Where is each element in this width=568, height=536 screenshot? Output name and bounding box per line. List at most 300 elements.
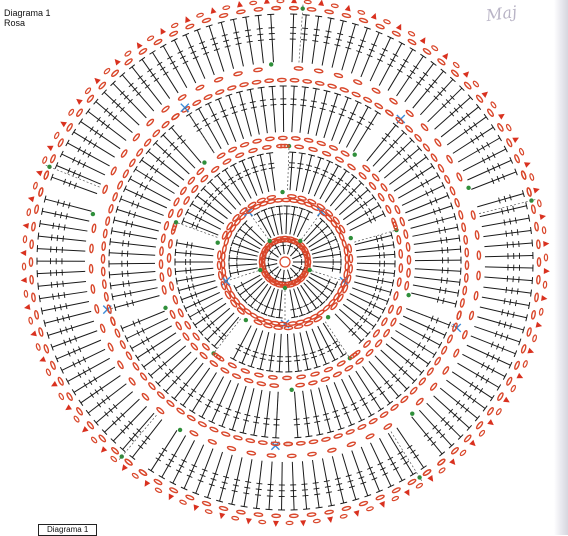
chain-oval	[537, 200, 542, 207]
picot-triangle	[345, 4, 352, 11]
dc-bar	[206, 314, 209, 319]
dc-top	[238, 292, 242, 298]
dc-bar	[258, 302, 263, 305]
dc-bar	[506, 231, 507, 237]
chain-oval	[252, 80, 261, 84]
chain-oval	[155, 487, 162, 493]
chain-oval	[381, 317, 388, 326]
chain-oval	[254, 373, 263, 378]
dc-stitch	[397, 428, 424, 468]
picot-triangle	[442, 51, 450, 59]
dc-bar	[407, 75, 412, 78]
dc-stitch	[308, 89, 316, 134]
dc-stitch	[303, 391, 309, 437]
dc-stitch	[322, 18, 331, 65]
dc-stitch	[232, 243, 258, 253]
dc-stitch	[113, 83, 146, 118]
chain-oval	[393, 291, 399, 300]
dc-stitch	[286, 206, 287, 234]
dc-bar	[202, 317, 205, 322]
dc-top	[531, 290, 532, 297]
dc-bar	[486, 378, 489, 383]
chain-oval	[396, 235, 401, 244]
picot-triangle	[46, 143, 54, 151]
dc-top	[529, 302, 530, 309]
dc-stitch	[342, 24, 356, 70]
dc-top	[86, 410, 90, 416]
dc-bar	[417, 342, 420, 347]
chain-oval	[217, 251, 221, 260]
dc-bar	[63, 281, 64, 287]
dc-bar	[63, 236, 64, 242]
chain-oval	[534, 293, 538, 302]
dc-top	[230, 19, 237, 20]
chain-oval	[423, 48, 432, 55]
chain-oval	[477, 251, 480, 260]
chain-oval	[101, 267, 105, 276]
chain-oval	[339, 225, 346, 234]
dc-top	[146, 149, 150, 154]
chain-oval	[462, 330, 468, 339]
chain-oval	[90, 244, 94, 253]
chain-oval	[487, 407, 495, 416]
picot-triangle	[59, 119, 67, 127]
dc-stitch	[155, 143, 189, 174]
dc-bar	[477, 148, 480, 153]
dc-bar	[301, 100, 307, 101]
dc-top	[72, 389, 76, 395]
dc-stitch	[219, 99, 236, 142]
dc-top	[498, 135, 502, 141]
chain-oval	[388, 194, 395, 203]
dc-bar	[269, 168, 275, 169]
dc-bar	[313, 35, 319, 36]
dc-stitch	[239, 92, 251, 136]
dc-top	[340, 251, 341, 258]
chain-oval	[173, 197, 180, 206]
dc-top	[503, 373, 506, 379]
picot-triangle	[512, 135, 520, 143]
chain-oval	[531, 205, 536, 214]
chain-oval	[105, 217, 110, 226]
dc-bar	[234, 38, 240, 39]
dc-top	[377, 316, 381, 322]
chain-oval	[294, 67, 303, 71]
chain-oval	[148, 382, 156, 390]
dc-bar	[151, 345, 154, 350]
chain-oval	[33, 182, 38, 189]
dc-stitch	[398, 176, 438, 199]
dc-top	[66, 378, 69, 384]
chain-oval	[30, 275, 34, 284]
dc-bar	[256, 483, 262, 484]
dc-bar	[301, 484, 307, 485]
dc-bar	[360, 398, 365, 401]
dc-top	[135, 355, 139, 361]
petal-rounds	[29, 5, 540, 518]
dc-stitch	[265, 264, 277, 266]
chain-oval	[385, 109, 394, 116]
chain-oval	[399, 250, 403, 259]
dc-stitch	[379, 140, 412, 172]
dc-bar	[186, 268, 187, 274]
slip-dot	[280, 190, 284, 194]
dc-stitch	[483, 230, 531, 236]
dc-bar	[382, 278, 383, 284]
chain-oval	[103, 68, 110, 75]
dc-bar	[199, 394, 204, 397]
chain-oval	[307, 199, 316, 205]
chain-oval	[459, 449, 466, 456]
chain-oval	[337, 294, 344, 303]
dc-top	[215, 173, 221, 177]
magic-ring	[280, 257, 290, 267]
dc-bar	[303, 418, 309, 419]
dc-bar	[445, 288, 446, 294]
dc-bar	[256, 489, 262, 490]
chain-oval	[184, 321, 191, 330]
chain-oval	[347, 163, 356, 170]
slip-dot	[283, 286, 287, 290]
dc-bar	[410, 166, 414, 171]
dc-bar	[236, 43, 242, 44]
picot-triangle	[29, 331, 36, 338]
chain-oval	[204, 94, 213, 100]
dc-stitch	[420, 79, 452, 114]
chain-oval	[244, 378, 253, 384]
chain-oval	[506, 138, 513, 147]
dc-stitch	[292, 265, 303, 270]
chain-oval	[54, 132, 60, 139]
dc-bar	[190, 251, 191, 257]
chain-oval	[42, 156, 48, 164]
dc-stitch	[397, 56, 424, 96]
guide-line	[172, 221, 217, 237]
dc-top	[140, 157, 144, 163]
dc-bar	[313, 483, 319, 484]
dc-bar	[51, 234, 52, 240]
chain-oval	[254, 319, 263, 325]
dc-bar	[156, 458, 161, 461]
dc-bar	[517, 288, 518, 294]
picot-triangle	[183, 15, 191, 23]
center-ring	[259, 236, 311, 288]
dc-stitch	[300, 332, 308, 369]
dc-stitch	[483, 287, 531, 293]
chain-oval	[182, 332, 190, 341]
dc-bar	[250, 102, 256, 103]
dc-stitch	[440, 388, 477, 418]
chain-oval	[363, 340, 371, 348]
dc-stitch	[302, 15, 306, 63]
dc-stitch	[288, 334, 289, 372]
dc-stitch	[251, 157, 263, 193]
dc-bar	[326, 492, 332, 493]
chain-oval	[476, 421, 484, 429]
dc-top	[176, 239, 177, 246]
chain-oval	[279, 136, 287, 139]
dc-stitch	[184, 445, 204, 489]
dc-bar	[123, 281, 124, 287]
dc-bar	[369, 208, 372, 213]
dc-stitch	[411, 293, 456, 304]
dc-stitch	[209, 26, 224, 72]
dc-stitch	[403, 316, 445, 335]
chain-oval	[132, 133, 140, 141]
dc-top	[188, 314, 192, 320]
dc-top	[531, 227, 532, 234]
page-edge-shadow	[554, 0, 568, 535]
dc-bar	[90, 127, 93, 132]
dc-bar	[311, 101, 317, 102]
dc-bar	[471, 138, 474, 143]
dc-bar	[147, 69, 152, 72]
chain-oval	[437, 58, 446, 66]
dc-bar	[58, 224, 59, 230]
chain-oval	[420, 123, 428, 131]
dc-bar	[202, 118, 207, 121]
slip-dot	[216, 241, 220, 245]
chain-oval	[353, 79, 362, 85]
dc-top	[111, 227, 112, 234]
dc-bar	[261, 105, 267, 106]
dc-bar	[473, 398, 477, 403]
dc-bar	[207, 203, 211, 208]
chain-oval	[346, 429, 355, 435]
chain-oval	[199, 352, 207, 360]
dc-stitch	[408, 206, 452, 221]
dc-stitch	[183, 221, 218, 235]
chain-oval	[464, 274, 468, 283]
chain-oval	[38, 188, 43, 197]
chain-oval	[214, 77, 223, 83]
dc-bar	[84, 383, 87, 388]
chain-oval	[372, 87, 381, 94]
dc-stitch	[427, 403, 461, 437]
chain-oval	[240, 82, 249, 87]
dc-top	[134, 166, 138, 172]
picot-triangle	[543, 241, 549, 247]
slip-dot	[47, 165, 51, 169]
chain-oval	[228, 362, 237, 369]
chain-oval	[122, 169, 129, 178]
chain-oval	[265, 79, 274, 83]
dc-top	[399, 42, 405, 45]
dc-bar	[53, 294, 54, 300]
chain-oval	[144, 138, 152, 146]
chain-oval	[288, 454, 297, 457]
dc-bar	[150, 165, 153, 170]
dc-stitch	[265, 391, 270, 437]
dc-top	[504, 146, 507, 152]
dc-bar	[154, 78, 159, 81]
chain-oval	[156, 407, 164, 415]
dc-bar	[145, 85, 150, 89]
dc-bar	[447, 278, 448, 284]
dc-stitch	[413, 71, 444, 108]
dc-bar	[510, 299, 511, 305]
chain-oval	[34, 310, 39, 319]
dc-bar	[233, 32, 239, 33]
chain-oval	[159, 260, 162, 268]
dc-bar	[441, 238, 442, 244]
dc-bar	[335, 345, 340, 348]
dc-stitch	[251, 330, 263, 366]
chain-oval	[539, 308, 543, 315]
dc-bar	[244, 487, 250, 488]
picot-triangle	[396, 23, 404, 31]
chain-oval	[272, 6, 281, 9]
chain-oval	[437, 458, 446, 466]
chain-oval	[200, 174, 208, 182]
dc-top	[199, 415, 205, 418]
picot-triangle	[166, 493, 174, 501]
dc-bar	[476, 372, 479, 377]
chain-oval	[537, 258, 540, 266]
dc-stitch	[357, 254, 395, 257]
chain-oval	[290, 78, 299, 82]
dc-bar	[97, 117, 101, 122]
dc-top	[410, 48, 416, 52]
picot-triangle	[404, 489, 412, 497]
picot-triangle	[487, 419, 495, 427]
dc-stitch	[480, 307, 527, 318]
guide-line	[119, 415, 156, 459]
chain-oval	[362, 164, 370, 172]
chain-oval	[236, 510, 245, 515]
dc-bar	[302, 34, 308, 35]
dc-stitch	[314, 162, 329, 197]
picot-triangle	[99, 446, 107, 454]
dc-top	[38, 283, 39, 290]
dc-bar	[297, 168, 303, 169]
dc-bar	[365, 211, 368, 216]
dc-top	[437, 173, 440, 179]
chain-oval	[147, 35, 154, 41]
chain-oval	[334, 73, 343, 78]
dc-bar	[237, 269, 238, 275]
dc-stitch	[343, 304, 374, 326]
dc-stitch	[370, 38, 390, 81]
chain-oval	[434, 138, 442, 147]
dc-stitch	[242, 161, 257, 196]
dc-stitch	[335, 314, 361, 341]
chain-oval	[314, 316, 323, 323]
dc-bar	[338, 178, 343, 181]
dc-bar	[309, 300, 314, 303]
dc-bar	[403, 59, 408, 62]
chain-oval	[117, 360, 124, 369]
dc-bar	[51, 282, 52, 288]
dc-bar	[167, 56, 172, 59]
chain-oval	[136, 148, 144, 157]
chain-oval	[392, 487, 401, 494]
chain-oval	[296, 383, 305, 387]
chain-oval	[57, 138, 64, 147]
dc-bar	[379, 269, 380, 275]
dc-stitch	[104, 92, 139, 125]
dc-bar	[397, 69, 402, 72]
dc-bar	[314, 494, 320, 495]
dc-top	[420, 370, 424, 375]
dc-top	[378, 408, 384, 412]
slip-dot	[178, 428, 182, 432]
dc-bar	[55, 211, 56, 217]
dc-top	[394, 270, 395, 277]
chain-oval	[322, 151, 331, 157]
dc-bar	[203, 209, 206, 214]
chain-oval	[175, 321, 182, 330]
chain-oval	[290, 6, 299, 9]
dc-stitch	[122, 75, 153, 111]
dc-stitch	[357, 270, 395, 274]
dc-stitch	[229, 264, 257, 266]
picot-triangle	[22, 222, 29, 229]
chain-oval	[286, 521, 293, 524]
dc-top	[399, 479, 405, 482]
chain-oval	[526, 328, 531, 337]
chain-oval	[230, 299, 238, 308]
dc-bar	[170, 61, 175, 64]
diagram-title: Diagrama 1	[4, 8, 51, 18]
chain-oval	[496, 408, 503, 415]
dc-stitch	[242, 328, 257, 363]
dc-bar	[155, 168, 158, 173]
dc-top	[175, 249, 176, 256]
chain-oval	[469, 311, 474, 320]
chain-oval	[139, 48, 148, 55]
chain-oval	[453, 62, 460, 69]
dc-stitch	[356, 276, 393, 283]
chain-oval	[357, 424, 366, 430]
chain-oval	[176, 407, 185, 414]
dc-stitch	[275, 269, 281, 279]
dc-top	[229, 270, 230, 277]
chain-oval	[349, 265, 353, 274]
chain-oval	[358, 172, 366, 180]
picot-triangle	[327, 517, 334, 524]
chain-oval	[183, 196, 190, 205]
dc-stitch	[339, 102, 358, 144]
chain-oval	[464, 81, 472, 89]
dc-stitch	[370, 443, 391, 486]
chain-oval	[124, 58, 133, 66]
chain-oval	[76, 407, 84, 416]
chain-oval	[128, 377, 136, 386]
chain-oval	[120, 340, 127, 349]
dc-top	[291, 317, 298, 318]
dc-top	[266, 153, 273, 154]
dc-top	[295, 371, 302, 372]
picot-triangle	[134, 41, 142, 49]
dc-stitch	[283, 270, 284, 282]
picot-triangle	[318, 0, 325, 6]
dc-stitch	[74, 367, 115, 392]
chain-oval	[437, 164, 444, 173]
chain-oval	[410, 387, 418, 395]
chain-oval	[89, 265, 92, 274]
slip-dot	[410, 411, 414, 415]
dc-bar	[245, 481, 251, 482]
dc-bar	[302, 495, 308, 496]
picot-triangle	[218, 513, 225, 520]
chain-oval	[161, 121, 169, 129]
dc-stitch	[232, 457, 242, 504]
dc-stitch	[271, 14, 274, 62]
dc-top	[483, 406, 487, 412]
chain-oval	[458, 210, 463, 219]
dc-bar	[268, 163, 274, 164]
